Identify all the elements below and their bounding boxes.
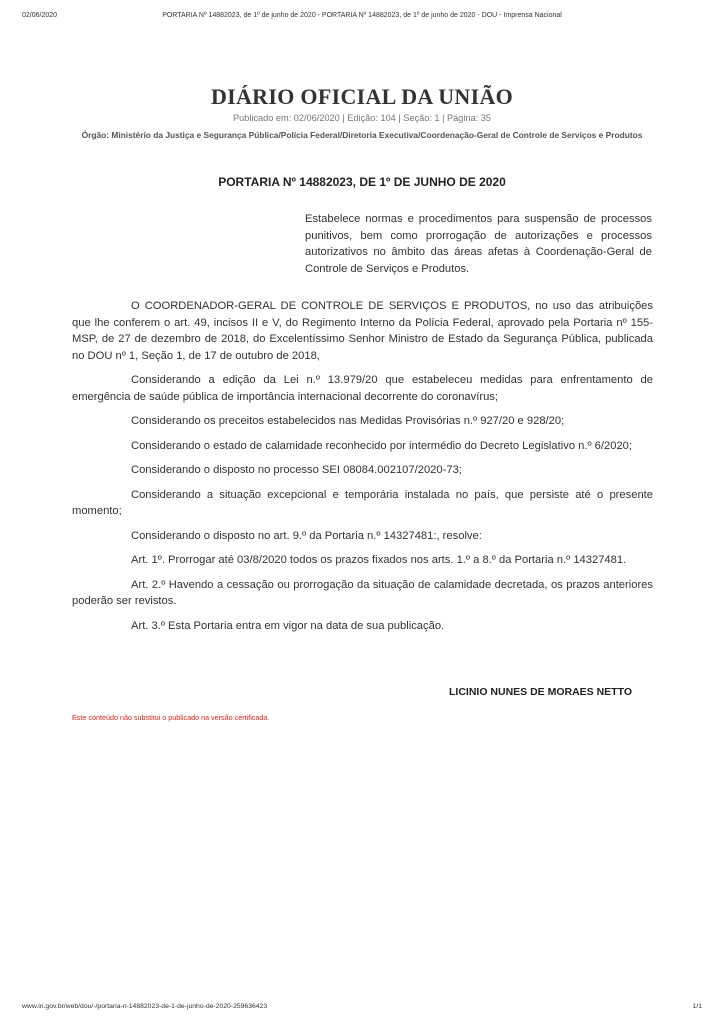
- paragraph-considerando-situacao: Considerando a situação excepcional e temporária instalada no país, que persiste até o presente momento;: [72, 488, 653, 517]
- paragraph-considerando-mp: Considerando os preceitos estabelecidos nas Medidas Provisórias n.º 927/20 e 928/20;: [131, 415, 565, 427]
- print-header-date: 02/06/2020: [22, 12, 58, 19]
- document-body: [72, 298, 653, 642]
- portaria-title: PORTARIA Nº 14882023, DE 1º DE JUNHO DE 2020: [218, 175, 506, 189]
- paragraph-considerando-sei: Considerando o disposto no processo SEI 08084.002107/2020-73;: [131, 464, 462, 476]
- paragraph-art-1: Art. 1º. Prorrogar até 03/8/2020 todos os prazos fixados nos arts. 1.º a 8.º da Portaria n.º 14327481.: [131, 554, 627, 566]
- paragraph-art-2: Art. 2.º Havendo a cessação ou prorrogação da situação de calamidade decretada, os prazos anteriores poderão ser revistos.: [72, 578, 653, 607]
- paragraph-considerando-portaria: Considerando o disposto no art. 9.º da Portaria n.º 14327481:, resolve:: [131, 529, 482, 542]
- paragraph-preamble: O COORDENADOR-GERAL DE CONTROLE DE SERVIÇOS E PRODUTOS, no uso das atribuições que lhe conferem o art. 49, incisos II e V, do Regimento Interno da Polícia Federal, aprovado pela Portaria nº 155-MSP, de 27 de dezembro de 2018, do Excelentíssimo Senhor Ministro de Estado da Segurança Pública, publicada no DOU nº 1, Seção 1, de 17 de outubro de 2018,: [72, 300, 653, 362]
- organ-line: Órgão: Ministério da Justiça e Segurança Pública/Polícia Federal/Diretoria Executiva/Coordenação-Geral de Controle de Serviços e Produtos: [81, 130, 643, 140]
- publication-info: Publicado em: 02/06/2020 | Edição: 104 | Seção: 1 | Página: 35: [233, 113, 491, 123]
- print-header-title: PORTARIA Nº 14882023, de 1º de junho de 2020 - PORTARIA Nº 14882023, de 1º de junho de 2020 - DOU - Imprensa Nacional: [162, 12, 562, 19]
- signature-block: [0, 686, 652, 698]
- signature-name: LICINIO NUNES DE MORAES NETTO: [449, 686, 632, 698]
- print-footer-page-number: 1/1: [692, 1003, 702, 1010]
- masthead-title: DIÁRIO OFICIAL DA UNIÃO: [210, 84, 514, 109]
- paragraph-considerando-decreto: Considerando o estado de calamidade reconhecido por intermédio do Decreto Legislativo n.º 6/2020;: [131, 439, 633, 452]
- paragraph-art-3: Art. 3.º Esta Portaria entra em vigor na data de sua publicação.: [131, 619, 445, 632]
- paragraph-considerando-lei: Considerando a edição da Lei n.º 13.979/20 que estabeleceu medidas para enfrentamento de emergência de saúde pública de importância internacional decorrente do coronavírus;: [72, 374, 653, 403]
- print-footer-url: www.in.gov.br/web/dou/-/portaria-n-14882023-de-1-de-junho-de-2020-259636423: [22, 1003, 268, 1010]
- disclaimer-text: Este conteúdo não substitui o publicado na versão certificada.: [72, 713, 270, 722]
- ementa: Estabelece normas e procedimentos para suspensão de processos punitivos, bem como prorrogação de autorizações e processos autorizativos no âmbito das áreas afetas à Coordenação-Geral de Controle de Serviços e Produtos.: [305, 213, 652, 275]
